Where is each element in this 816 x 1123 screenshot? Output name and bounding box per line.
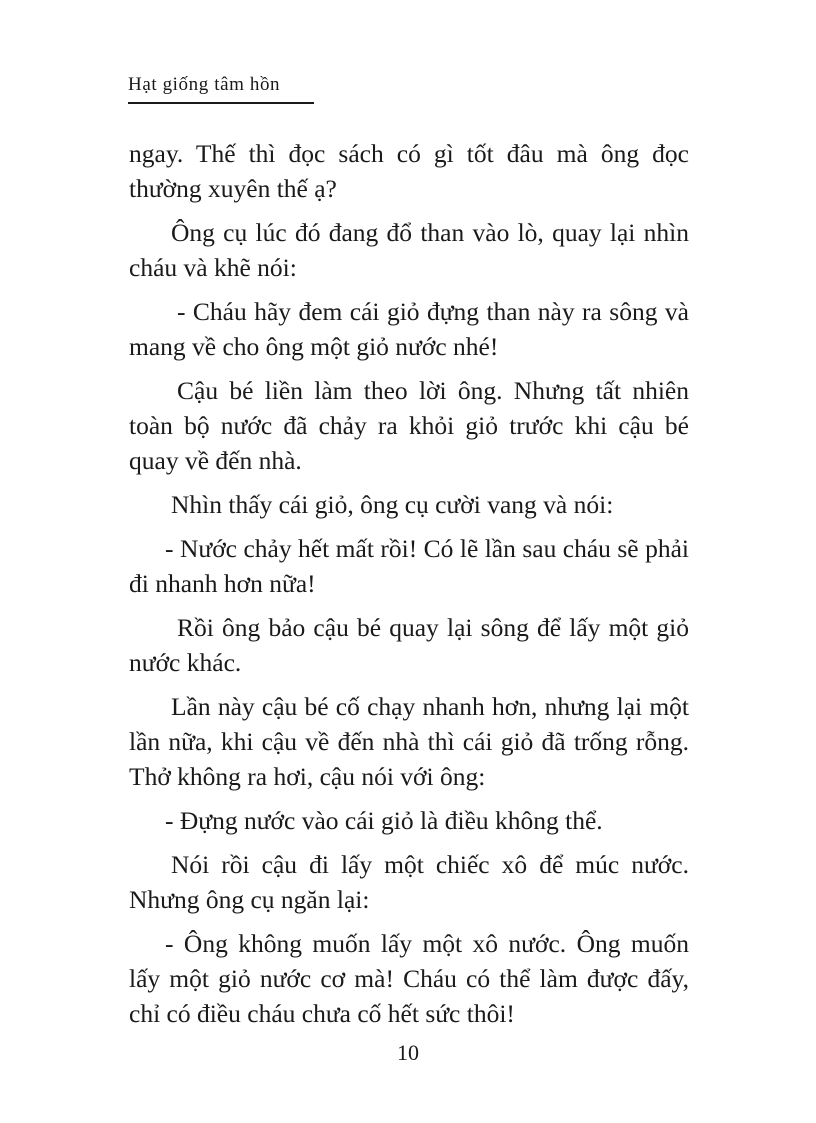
page-number: 10 xyxy=(397,1040,419,1065)
body-text xyxy=(129,136,689,1040)
paragraph: - Ông không muốn lấy một xô nước. Ông muốn lấy một giỏ nước cơ mà! Cháu có thể làm được đấy, chỉ có điều cháu chưa cố hết sức thôi! xyxy=(129,929,689,1028)
paragraph: Lần này cậu bé cố chạy nhanh hơn, nhưng lại một lần nữa, khi cậu về đến nhà thì cái giỏ đã trống rỗng. Thở không ra hơi, cậu nói với ông: xyxy=(129,692,689,791)
running-header: Hạt giống tâm hồn xyxy=(128,74,314,104)
paragraph: Cậu bé liền làm theo lời ông. Nhưng tất nhiên toàn bộ nước đã chảy ra khỏi giỏ trước khi cậu bé quay về đến nhà. xyxy=(129,376,689,475)
paragraph: Rồi ông bảo cậu bé quay lại sông để lấy một giỏ nước khác. xyxy=(129,613,689,677)
paragraph: Nhìn thấy cái giỏ, ông cụ cười vang và nói: xyxy=(171,490,614,519)
paragraph: - Nước chảy hết mất rồi! Có lẽ lần sau cháu sẽ phải đi nhanh hơn nữa! xyxy=(129,534,689,598)
paragraph: - Đựng nước vào cái giỏ là điều không thể. xyxy=(165,806,603,835)
paragraph: - Cháu hãy đem cái giỏ đựng than này ra sông và mang về cho ông một giỏ nước nhé! xyxy=(129,297,689,361)
paragraph: Nói rồi cậu đi lấy một chiếc xô để múc nước. Nhưng ông cụ ngăn lại: xyxy=(129,850,689,914)
paragraph: ngay. Thế thì đọc sách có gì tốt đâu mà ông đọc thường xuyên thế ạ? xyxy=(129,139,689,203)
paragraph: Ông cụ lúc đó đang đổ than vào lò, quay lại nhìn cháu và khẽ nói: xyxy=(129,218,689,282)
